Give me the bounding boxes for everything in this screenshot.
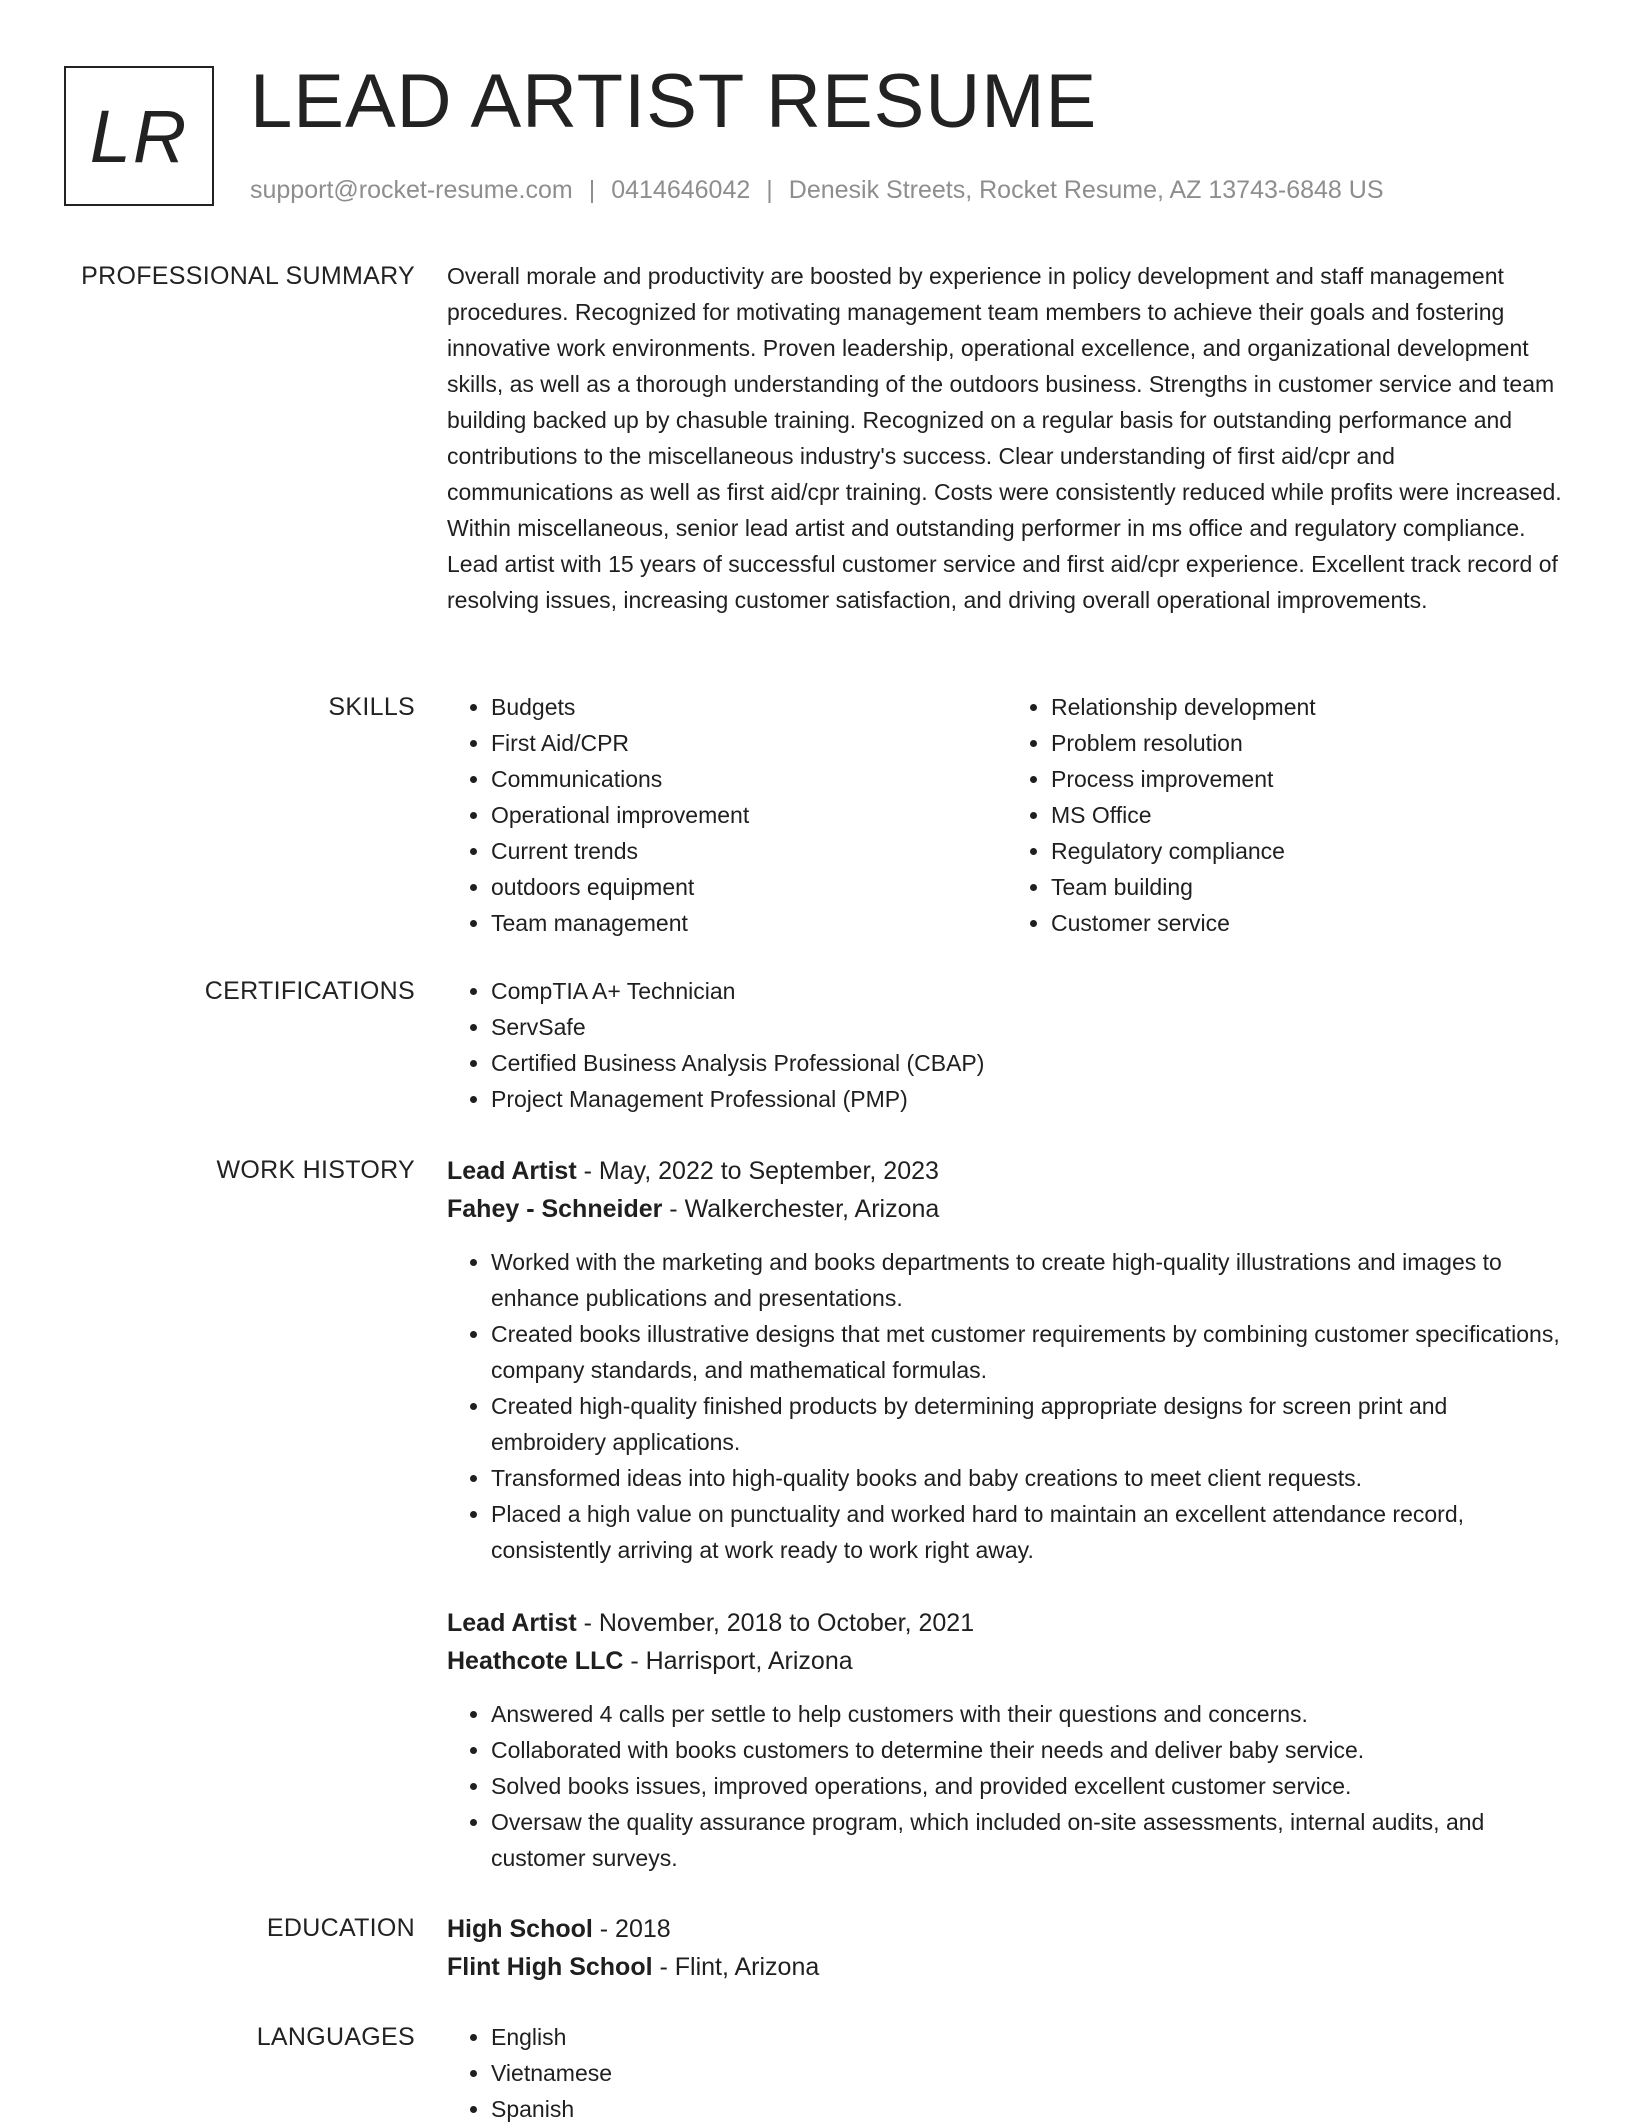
summary-body (447, 258, 1567, 618)
languages-body (447, 2019, 1567, 2127)
job-dates: - November, 2018 to October, 2021 (576, 1609, 975, 1637)
education-degree-line (447, 1910, 1567, 1948)
list-item: • Team building (1051, 869, 1567, 905)
job-location: - Walkerchester, Arizona (662, 1195, 940, 1223)
section-label-skills: SKILLS (328, 693, 415, 721)
job-title-line (447, 1604, 1567, 1642)
job-entry (447, 1152, 1567, 1568)
list-item: • Created high-quality finished products by determining appropriate designs for screen print and embroidery applications. (491, 1388, 1567, 1460)
certifications-body (447, 973, 1567, 1117)
section-label-education: EDUCATION (266, 1914, 415, 1942)
list-item: • Placed a high value on punctuality and worked hard to maintain an excellent attendance record, consistently arriving at work ready to work right away. (491, 1496, 1567, 1568)
contact-address: Denesik Streets, Rocket Resume, AZ 13743-6848 US (788, 176, 1384, 204)
job-company-line (447, 1642, 1567, 1680)
list-item: • Spanish (491, 2091, 1567, 2127)
job-title: Lead Artist (447, 1157, 577, 1185)
job-company: Heathcote LLC (447, 1647, 624, 1675)
list-item: • Worked with the marketing and books departments to create high-quality illustrations and images to enhance publications and presentations. (491, 1244, 1567, 1316)
section-label-work-history: WORK HISTORY (216, 1156, 415, 1184)
job-title: Lead Artist (447, 1609, 577, 1637)
job-title-line (447, 1152, 1567, 1190)
job-entry (447, 1604, 1567, 1876)
skills-body (447, 689, 1567, 941)
list-item: • Regulatory compliance (1051, 833, 1567, 869)
job-location: - Harrisport, Arizona (623, 1647, 853, 1675)
education-school: Flint High School (447, 1953, 653, 1981)
list-item: • English (491, 2019, 1567, 2055)
list-item: • Created books illustrative designs that met customer requirements by combining customer specifications, company standards, and mathematical formulas. (491, 1316, 1567, 1388)
list-item: • Operational improvement (491, 797, 1007, 833)
education-location: - Flint, Arizona (652, 1953, 820, 1981)
education-school-line (447, 1948, 1567, 1986)
contact-separator: | (766, 176, 773, 204)
list-item: • Process improvement (1051, 761, 1567, 797)
list-item: • Certified Business Analysis Professional (CBAP) (491, 1045, 1567, 1081)
education-body (447, 1910, 1567, 2002)
list-item: • First Aid/CPR (491, 725, 1007, 761)
job-bullets (447, 1696, 1567, 1876)
section-label-summary: PROFESSIONAL SUMMARY (81, 262, 415, 290)
list-item: • Communications (491, 761, 1007, 797)
work-history-body (447, 1152, 1567, 1912)
contact-separator: | (588, 176, 596, 204)
section-label-certifications: CERTIFICATIONS (204, 977, 415, 1005)
list-item: • Answered 4 calls per settle to help customers with their questions and concerns. (491, 1696, 1567, 1732)
skills-list-left (447, 689, 1007, 941)
summary-text: Overall morale and productivity are boosted by experience in policy development and staff management procedures. Recognized for motivating management team members to achieve their goals and fostering innovative work environments. Proven leadership, operational excellence, and organizational development skills, as well as a thorough understanding of the outdoors business. Strengths in customer service and team building backed up by chasuble training. Recognized on a regular basis for outstanding performance and contributions to the miscellaneous industry's success. Clear understanding of first aid/cpr and communications as well as first aid/cpr training. Costs were consistently reduced while profits were increased. Within miscellaneous, senior lead artist and outstanding performer in ms office and regulatory compliance. Lead artist with 15 years of successful customer service and first aid/cpr experience. Excellent track record of resolving issues, increasing customer satisfaction, and driving overall operational improvements. (447, 263, 1562, 613)
list-item: • MS Office (1051, 797, 1567, 833)
job-company: Fahey - Schneider (447, 1195, 663, 1223)
list-item: • Transformed ideas into high-quality books and baby creations to meet client requests. (491, 1460, 1567, 1496)
list-item: • Collaborated with books customers to determine their needs and deliver baby service. (491, 1732, 1567, 1768)
list-item: • Budgets (491, 689, 1007, 725)
monogram-initials: LR (89, 94, 189, 178)
list-item: • Current trends (491, 833, 1007, 869)
monogram-logo (64, 66, 214, 206)
section-label-languages: LANGUAGES (256, 2023, 415, 2051)
resume-title: LEAD ARTIST RESUME (250, 59, 1098, 144)
list-item: • Relationship development (1051, 689, 1567, 725)
list-item: • Problem resolution (1051, 725, 1567, 761)
contact-email[interactable]: support@rocket-resume.com (250, 176, 573, 204)
certifications-list (447, 973, 1567, 1117)
list-item: • Customer service (1051, 905, 1567, 941)
list-item: • outdoors equipment (491, 869, 1007, 905)
list-item: • Team management (491, 905, 1007, 941)
list-item: • CompTIA A+ Technician (491, 973, 1567, 1009)
list-item: • ServSafe (491, 1009, 1567, 1045)
contact-line (250, 172, 1384, 208)
languages-list (447, 2019, 1567, 2127)
job-dates: - May, 2022 to September, 2023 (576, 1157, 939, 1185)
list-item: • Vietnamese (491, 2055, 1567, 2091)
list-item: • Oversaw the quality assurance program, which included on-site assessments, internal audits, and customer surveys. (491, 1804, 1567, 1876)
list-item: • Solved books issues, improved operations, and provided excellent customer service. (491, 1768, 1567, 1804)
education-degree: High School (447, 1915, 593, 1943)
contact-phone[interactable]: 0414646042 (611, 176, 751, 204)
skills-list-right (1007, 689, 1567, 941)
list-item: • Project Management Professional (PMP) (491, 1081, 1567, 1117)
job-company-line (447, 1190, 1567, 1228)
job-bullets (447, 1244, 1567, 1568)
education-year: - 2018 (592, 1915, 671, 1943)
